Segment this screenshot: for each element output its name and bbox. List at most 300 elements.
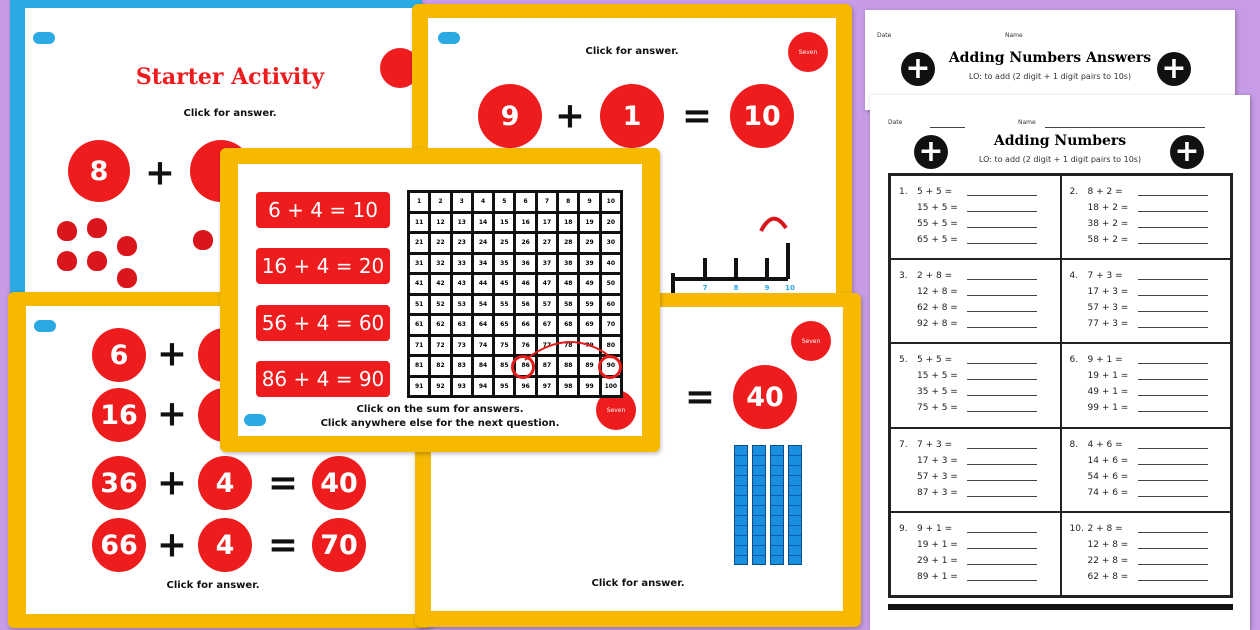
apple-icon	[193, 230, 213, 250]
answer-line[interactable]	[967, 372, 1037, 380]
problem-row	[899, 453, 1060, 469]
problem-text: 75 + 5 =	[917, 403, 958, 414]
answer-line[interactable]	[967, 388, 1037, 396]
problem-row	[1070, 400, 1231, 416]
grid-cell: 55	[495, 296, 513, 314]
number-line-label: 9	[764, 284, 770, 292]
number-line-label: 7	[702, 284, 708, 292]
number-circle: 8	[68, 140, 130, 202]
grid-cell: 56	[516, 296, 534, 314]
sum-button[interactable]: 86 + 4 = 90	[256, 361, 390, 397]
problem-row	[899, 553, 1060, 569]
problem-row	[899, 216, 1060, 232]
grid-cell: 25	[495, 234, 513, 252]
number-circle: 9	[478, 84, 542, 148]
tens-block	[752, 445, 766, 565]
problem-row	[1070, 268, 1231, 284]
problem-cell	[890, 343, 1061, 427]
sum-button[interactable]: 6 + 4 = 10	[256, 192, 390, 228]
answer-line[interactable]	[967, 304, 1037, 312]
grid-cell: 82	[431, 357, 449, 375]
problem-text: 15 + 5 =	[917, 203, 958, 213]
problem-text: 57 + 3 =	[1087, 303, 1129, 314]
answer-line[interactable]	[967, 236, 1037, 244]
grid-cell: 99	[580, 378, 598, 396]
answer-line[interactable]	[1138, 320, 1208, 328]
apple-icon	[87, 251, 107, 271]
problem-row	[899, 300, 1060, 316]
problem-row	[1070, 537, 1231, 553]
problem-number: 3.	[899, 271, 908, 282]
problem-row	[1070, 553, 1231, 569]
answer-line[interactable]	[1138, 473, 1208, 481]
answer-line[interactable]	[1138, 489, 1208, 497]
logo-icon	[438, 32, 460, 44]
grid-cell: 14	[474, 214, 492, 232]
grid-cell: 6	[516, 193, 534, 211]
grid-cell: 83	[453, 357, 471, 375]
grid-cell: 13	[453, 214, 471, 232]
grid-cell: 33	[453, 255, 471, 273]
apple-icon	[117, 236, 137, 256]
grid-cell: 68	[559, 316, 577, 334]
problem-number: 1.	[899, 187, 908, 197]
grid-cell: 52	[431, 296, 449, 314]
grid-cell: 27	[538, 234, 556, 252]
problem-row	[1070, 284, 1231, 300]
grid-cell: 100	[602, 378, 620, 396]
problem-text: 49 + 1 =	[1087, 387, 1129, 398]
grid-cell: 62	[431, 316, 449, 334]
answer-line[interactable]	[1138, 441, 1208, 449]
problem-text: 5 + 5 =	[917, 355, 953, 366]
grid-cell: 12	[431, 214, 449, 232]
problem-row	[899, 268, 1060, 284]
grid-cell: 71	[410, 337, 428, 355]
badge-button[interactable]: Seven	[791, 321, 831, 361]
answer-circle: 40	[733, 365, 797, 429]
grid-cell: 7	[538, 193, 556, 211]
problem-text: 2 + 8 =	[917, 271, 953, 282]
answer-line[interactable]	[967, 220, 1037, 228]
answer-line[interactable]	[1138, 541, 1208, 549]
answer-line[interactable]	[1138, 457, 1208, 465]
number-line-label: 8	[733, 284, 739, 292]
problem-text: 74 + 6 =	[1087, 487, 1129, 498]
answer-line[interactable]	[1138, 304, 1208, 312]
worksheet-title: Adding Numbers	[993, 133, 1127, 149]
problem-number: 8.	[1069, 439, 1079, 450]
grid-cell: 51	[410, 296, 428, 314]
plus-sign: +	[156, 462, 188, 504]
problem-row	[899, 521, 1060, 537]
plus-sign: +	[156, 524, 188, 566]
number-circle: 66	[92, 518, 146, 572]
problem-text: 99 + 1 =	[1087, 403, 1129, 414]
grid-cell: 37	[538, 255, 556, 273]
grid-cell: 81	[410, 357, 428, 375]
problem-text: 12 + 8 =	[1087, 539, 1129, 550]
grid-cell: 32	[431, 255, 449, 273]
grid-cell: 77	[538, 337, 556, 355]
problem-row	[1070, 453, 1231, 469]
number-line-label: 10	[785, 284, 795, 292]
problem-text: 7 + 3 =	[917, 439, 953, 450]
problem-cell	[890, 428, 1061, 512]
worksheet-subtitle: LO: to add (2 digit + 1 digit pairs to 10s)	[978, 155, 1142, 164]
plus-icon: +	[914, 135, 948, 169]
problem-cell	[1061, 175, 1232, 259]
apple-icon	[117, 268, 137, 288]
problem-row	[1070, 216, 1231, 232]
answer-line[interactable]	[1138, 573, 1208, 581]
grid-cell: 1	[410, 193, 428, 211]
grid-cell: 63	[453, 316, 471, 334]
problem-row	[899, 200, 1060, 216]
grid-cell: 44	[474, 275, 492, 293]
equals-sign: =	[267, 524, 299, 566]
plus-sign: +	[144, 152, 176, 194]
problem-cell	[1061, 512, 1232, 596]
grid-cell: 11	[410, 214, 428, 232]
grid-cell: 20	[602, 214, 620, 232]
answer-line[interactable]	[1138, 372, 1208, 380]
grid-cell: 91	[410, 378, 428, 396]
problem-text: 62 + 8 =	[1087, 571, 1129, 582]
problem-row	[1070, 352, 1231, 368]
problem-text: 65 + 5 =	[917, 235, 958, 245]
grid-cell: 24	[474, 234, 492, 252]
badge-button[interactable]: Seven	[596, 390, 636, 430]
grid-cell: 35	[495, 255, 513, 273]
answer-line[interactable]	[1138, 525, 1208, 533]
grid-cell: 39	[580, 255, 598, 273]
problem-row	[899, 485, 1060, 501]
problem-number: 6.	[1069, 355, 1079, 366]
problem-number: 10.	[1069, 523, 1084, 534]
plus-sign: +	[156, 393, 188, 435]
grid-cell: 94	[474, 378, 492, 396]
name-label: Name	[1018, 119, 1036, 126]
logo-icon	[244, 414, 266, 426]
problem-text: 38 + 2 =	[1087, 219, 1129, 229]
grid-cell: 10	[602, 193, 620, 211]
answer-line[interactable]	[1138, 288, 1208, 296]
worksheet-title: Adding Numbers Answers	[948, 50, 1152, 66]
highlight-circle	[511, 355, 535, 379]
grid-cell: 29	[580, 234, 598, 252]
problem-text: 4 + 6 =	[1087, 439, 1123, 450]
problem-text: 87 + 3 =	[917, 487, 958, 498]
grid-cell: 80	[602, 337, 620, 355]
grid-cell: 86	[516, 357, 534, 375]
badge-button[interactable]: Seven	[788, 32, 828, 72]
tens-block	[788, 445, 802, 565]
problem-text: 19 + 1 =	[917, 539, 958, 550]
answer-line[interactable]	[967, 288, 1037, 296]
problem-row	[899, 437, 1060, 453]
grid-cell: 41	[410, 275, 428, 293]
grid-cell: 90	[602, 357, 620, 375]
answer-line[interactable]	[1138, 236, 1208, 244]
answer-line[interactable]	[1138, 356, 1208, 364]
grid-cell: 17	[538, 214, 556, 232]
problem-row	[899, 384, 1060, 400]
grid-cell: 59	[580, 296, 598, 314]
problem-text: 15 + 5 =	[917, 371, 958, 382]
answer-line[interactable]	[967, 457, 1037, 465]
grid-cell: 89	[580, 357, 598, 375]
answer-line[interactable]	[1138, 220, 1208, 228]
instruction[interactable]: Click for answer.	[166, 580, 260, 591]
problem-cell	[1061, 259, 1232, 343]
date-label: Date	[888, 119, 903, 126]
answer-circle: 70	[312, 518, 366, 572]
grid-cell: 31	[410, 255, 428, 273]
number-circle: 6	[92, 328, 146, 382]
number-line	[658, 203, 808, 293]
grid-cell: 30	[602, 234, 620, 252]
problem-row	[899, 316, 1060, 332]
grid-cell: 9	[580, 193, 598, 211]
grid-cell: 74	[474, 337, 492, 355]
problem-text: 14 + 6 =	[1087, 455, 1129, 466]
problem-row	[899, 469, 1060, 485]
grid-cell: 40	[602, 255, 620, 273]
grid-cell: 72	[431, 337, 449, 355]
grid-cell: 4	[474, 193, 492, 211]
grid-cell: 75	[495, 337, 513, 355]
grid-cell: 61	[410, 316, 428, 334]
equals-sign: =	[267, 462, 299, 504]
grid-cell: 21	[410, 234, 428, 252]
grid-cell: 96	[516, 378, 534, 396]
plus-icon: +	[901, 52, 935, 86]
date-label: Date	[877, 32, 892, 39]
grid-cell: 66	[516, 316, 534, 334]
problem-row	[1070, 485, 1231, 501]
sum-button[interactable]: 16 + 4 = 20	[256, 248, 390, 284]
grid-cell: 22	[431, 234, 449, 252]
problem-text: 57 + 3 =	[917, 471, 958, 482]
slide-title: Starter Activity	[135, 64, 325, 90]
instruction[interactable]: Click for answer.	[591, 578, 685, 589]
plus-icon: +	[1170, 135, 1204, 169]
grid-cell: 76	[516, 337, 534, 355]
equals-sign: =	[681, 95, 713, 137]
answer-line[interactable]	[967, 525, 1037, 533]
problem-row	[1070, 469, 1231, 485]
problem-text: 19 + 1 =	[1087, 371, 1129, 382]
grid-cell: 49	[580, 275, 598, 293]
apple-icon	[87, 218, 107, 238]
answer-line[interactable]	[967, 188, 1037, 196]
grid-cell: 93	[453, 378, 471, 396]
answer-line[interactable]	[967, 404, 1037, 412]
highlight-circle	[598, 355, 622, 379]
problem-text: 89 + 1 =	[917, 571, 958, 582]
problem-text: 55 + 5 =	[917, 219, 958, 229]
problem-text: 9 + 1 =	[1087, 355, 1123, 366]
grid-cell: 70	[602, 316, 620, 334]
tens-block	[734, 445, 748, 565]
problem-text: 54 + 6 =	[1087, 471, 1129, 482]
instruction[interactable]: Click for answer.	[585, 46, 679, 57]
answer-line[interactable]	[967, 541, 1037, 549]
instruction: Click anywhere else for the next question.	[320, 418, 560, 429]
problem-row	[1070, 368, 1231, 384]
problem-cell	[1061, 428, 1232, 512]
answer-line[interactable]	[967, 320, 1037, 328]
problem-row	[899, 537, 1060, 553]
grid-cell: 87	[538, 357, 556, 375]
problem-row	[1070, 521, 1231, 537]
number-circle: 36	[92, 456, 146, 510]
apple-icon	[57, 221, 77, 241]
problem-number: 9.	[899, 523, 908, 534]
grid-cell: 60	[602, 296, 620, 314]
problem-row	[899, 569, 1060, 585]
grid-cell: 45	[495, 275, 513, 293]
equals-sign: =	[684, 376, 716, 418]
grid-cell: 19	[580, 214, 598, 232]
problem-number: 7.	[899, 439, 908, 450]
plus-sign: +	[156, 333, 188, 375]
apple-icon	[57, 251, 77, 271]
problem-text: 62 + 8 =	[917, 303, 958, 314]
number-circle: 1	[600, 84, 664, 148]
answer-line[interactable]	[967, 272, 1037, 280]
problem-number: 4.	[1069, 271, 1079, 282]
problem-row	[1070, 384, 1231, 400]
grid-cell: 64	[474, 316, 492, 334]
problem-text: 7 + 3 =	[1087, 271, 1123, 282]
name-field[interactable]	[1045, 127, 1205, 128]
grid-cell: 42	[431, 275, 449, 293]
grid-cell: 53	[453, 296, 471, 314]
date-field[interactable]	[930, 127, 965, 128]
name-label: Name	[1005, 32, 1023, 39]
grid-cell: 46	[516, 275, 534, 293]
problem-text: 2 + 8 =	[1087, 523, 1123, 534]
grid-cell: 67	[538, 316, 556, 334]
grid-cell: 38	[559, 255, 577, 273]
grid-cell: 54	[474, 296, 492, 314]
problem-cell	[890, 175, 1061, 259]
problem-text: 35 + 5 =	[917, 387, 958, 398]
answer-line[interactable]	[1138, 188, 1208, 196]
plus-icon: +	[1157, 52, 1191, 86]
grid-cell: 58	[559, 296, 577, 314]
problem-cell	[1061, 343, 1232, 427]
grid-cell: 48	[559, 275, 577, 293]
grid-cell: 16	[516, 214, 534, 232]
grid-cell: 69	[580, 316, 598, 334]
grid-cell: 15	[495, 214, 513, 232]
problem-text: 29 + 1 =	[917, 555, 958, 566]
problem-row	[899, 232, 1060, 248]
problem-text: 5 + 5 =	[917, 187, 953, 197]
logo-icon	[33, 32, 55, 44]
worksheet-subtitle: LO: to add (2 digit + 1 digit pairs to 10s)	[968, 72, 1132, 81]
answer-line[interactable]	[1138, 272, 1208, 280]
problem-text: 92 + 8 =	[917, 319, 958, 330]
problem-number: 2.	[1069, 187, 1079, 197]
problem-text: 18 + 2 =	[1087, 203, 1129, 213]
problem-row	[899, 352, 1060, 368]
grid-cell: 79	[580, 337, 598, 355]
grid-cell: 43	[453, 275, 471, 293]
answer-line[interactable]	[967, 489, 1037, 497]
answer-line[interactable]	[1138, 204, 1208, 212]
problem-text: 9 + 1 =	[917, 523, 953, 534]
problem-cell	[890, 259, 1061, 343]
grid-cell: 34	[474, 255, 492, 273]
grid-cell: 28	[559, 234, 577, 252]
answer-line[interactable]	[1138, 404, 1208, 412]
problem-text: 22 + 8 =	[1087, 555, 1129, 566]
problem-text: 17 + 3 =	[1087, 287, 1129, 298]
grid-cell: 2	[431, 193, 449, 211]
grid-cell: 97	[538, 378, 556, 396]
grid-cell: 3	[453, 193, 471, 211]
problem-row	[1070, 184, 1231, 200]
problem-text: 12 + 8 =	[917, 287, 958, 298]
plus-sign: +	[554, 95, 586, 137]
problem-row	[899, 400, 1060, 416]
problem-cell	[890, 512, 1061, 596]
answer-line[interactable]	[967, 473, 1037, 481]
number-circle: 4	[198, 518, 252, 572]
instruction[interactable]: Click for answer.	[183, 108, 277, 119]
grid-cell: 57	[538, 296, 556, 314]
problem-text: 17 + 3 =	[917, 455, 958, 466]
problem-row	[1070, 200, 1231, 216]
grid-cell: 73	[453, 337, 471, 355]
answer-line[interactable]	[1138, 388, 1208, 396]
problem-row	[1070, 437, 1231, 453]
answer-circle: 10	[730, 84, 794, 148]
answer-line[interactable]	[1138, 557, 1208, 565]
problem-text: 77 + 3 =	[1087, 319, 1129, 330]
answer-line[interactable]	[967, 557, 1037, 565]
grid-cell: 26	[516, 234, 534, 252]
problem-row	[899, 368, 1060, 384]
answer-line[interactable]	[967, 356, 1037, 364]
grid-cell: 23	[453, 234, 471, 252]
answer-line[interactable]	[967, 204, 1037, 212]
number-circle: 16	[92, 388, 146, 442]
answer-line[interactable]	[967, 441, 1037, 449]
logo-icon	[34, 320, 56, 332]
answer-line[interactable]	[967, 573, 1037, 581]
grid-cell: 18	[559, 214, 577, 232]
sum-button[interactable]: 56 + 4 = 60	[256, 305, 390, 341]
grid-cell: 98	[559, 378, 577, 396]
grid-cell: 50	[602, 275, 620, 293]
problem-row	[899, 184, 1060, 200]
problem-row	[1070, 232, 1231, 248]
problem-text: 58 + 2 =	[1087, 235, 1129, 245]
problem-row	[1070, 569, 1231, 585]
problem-number: 5.	[899, 355, 908, 366]
grid-cell: 85	[495, 357, 513, 375]
grid-cell: 5	[495, 193, 513, 211]
grid-cell: 36	[516, 255, 534, 273]
number-circle: 4	[198, 456, 252, 510]
grid-cell: 88	[559, 357, 577, 375]
problem-text: 8 + 2 =	[1087, 187, 1123, 197]
